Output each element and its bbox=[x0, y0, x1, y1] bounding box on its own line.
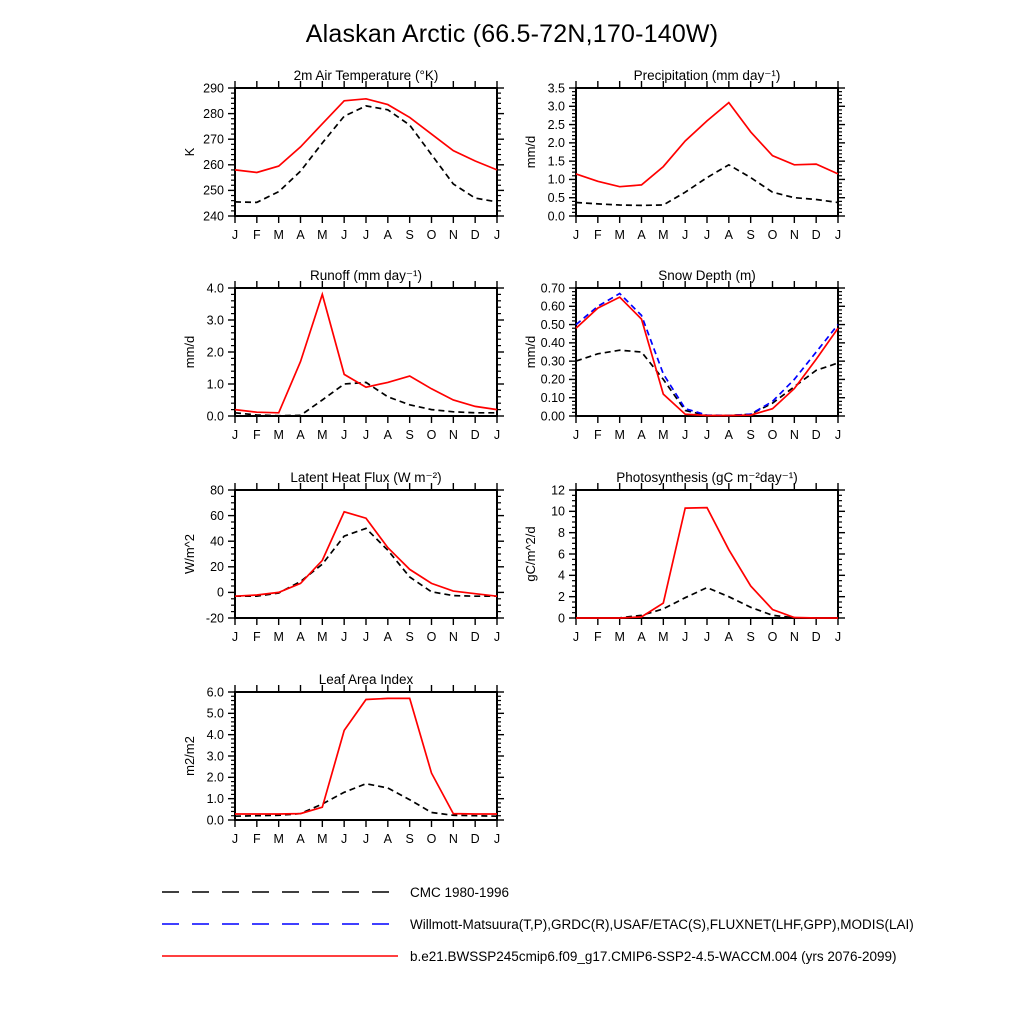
y-axis-unit-label: m2/m2 bbox=[182, 736, 197, 776]
x-tick-label: D bbox=[470, 228, 480, 242]
legend-line-sample-model bbox=[160, 950, 400, 962]
x-tick-label: S bbox=[405, 428, 414, 442]
y-tick-label: 4.0 bbox=[206, 281, 224, 296]
x-tick-label: S bbox=[746, 228, 755, 242]
photosynthesis-chart bbox=[501, 462, 851, 667]
x-tick-label: D bbox=[811, 630, 821, 644]
panel-leaf-area-index bbox=[160, 664, 510, 869]
data-series-line bbox=[576, 294, 838, 416]
x-tick-label: A bbox=[383, 630, 393, 644]
legend-label-cmc: CMC 1980-1996 bbox=[410, 884, 510, 900]
x-tick-label: O bbox=[426, 832, 437, 846]
legend-label-model: b.e21.BWSSP245cmip6.f09_g17.CMIP6-SSP2-4.5-WACCM.004 (yrs 2076-2099) bbox=[410, 948, 897, 964]
x-tick-label: J bbox=[493, 228, 501, 242]
x-tick-label: J bbox=[493, 630, 501, 644]
data-series-line bbox=[576, 508, 838, 618]
y-tick-label: 8 bbox=[558, 525, 565, 540]
y-tick-label: 0.10 bbox=[540, 391, 565, 406]
legend-row-model bbox=[160, 940, 914, 972]
x-tick-label: A bbox=[383, 228, 393, 242]
x-tick-label: J bbox=[682, 428, 689, 442]
x-tick-label: A bbox=[724, 228, 734, 242]
y-tick-label: 0.30 bbox=[540, 354, 565, 369]
y-tick-label: 290 bbox=[203, 81, 224, 96]
x-tick-label: J bbox=[362, 630, 370, 644]
x-tick-label: O bbox=[767, 428, 778, 442]
legend-line-sample-obs-products bbox=[160, 918, 400, 930]
x-tick-label: A bbox=[724, 630, 734, 644]
x-tick-label: N bbox=[448, 228, 458, 242]
x-tick-label: M bbox=[317, 228, 328, 242]
x-tick-label: M bbox=[658, 630, 669, 644]
data-series-line bbox=[235, 106, 497, 202]
data-series-line bbox=[235, 99, 497, 173]
y-tick-label: 250 bbox=[203, 183, 224, 198]
x-tick-label: N bbox=[448, 630, 458, 644]
x-tick-label: D bbox=[470, 832, 480, 846]
x-tick-label: A bbox=[383, 428, 393, 442]
y-tick-label: 2.0 bbox=[547, 136, 565, 151]
y-tick-label: 3.0 bbox=[547, 99, 565, 114]
data-series-line bbox=[235, 528, 497, 596]
y-tick-label: 3.5 bbox=[547, 81, 565, 96]
x-tick-label: J bbox=[341, 428, 348, 442]
y-tick-label: 0.60 bbox=[540, 299, 565, 314]
x-tick-label: D bbox=[811, 228, 821, 242]
x-tick-label: J bbox=[362, 428, 370, 442]
y-axis-unit-label: mm/d bbox=[182, 335, 197, 369]
x-tick-label: J bbox=[682, 630, 689, 644]
y-tick-label: 0.70 bbox=[540, 281, 565, 296]
latent-heat-flux-chart bbox=[160, 462, 510, 667]
y-tick-label: -20 bbox=[205, 611, 224, 626]
panel-title-text: 2m Air Temperature (°K) bbox=[293, 68, 439, 83]
x-tick-label: M bbox=[273, 630, 284, 644]
y-tick-label: 6 bbox=[558, 547, 565, 562]
panel-runoff bbox=[160, 260, 510, 465]
x-tick-label: M bbox=[658, 428, 669, 442]
panel-title-text: Photosynthesis (gC m⁻²day⁻¹) bbox=[616, 470, 798, 485]
x-tick-label: J bbox=[703, 428, 711, 442]
x-tick-label: J bbox=[572, 228, 580, 242]
data-series-line bbox=[576, 588, 838, 618]
y-tick-label: 0.0 bbox=[547, 209, 565, 224]
x-tick-label: F bbox=[594, 228, 602, 242]
y-tick-label: 1.0 bbox=[206, 791, 224, 806]
x-tick-label: S bbox=[746, 428, 755, 442]
panel-title-text: Snow Depth (m) bbox=[658, 268, 756, 283]
x-tick-label: J bbox=[834, 630, 842, 644]
panel-title-text: Latent Heat Flux (W m⁻²) bbox=[290, 470, 442, 485]
x-tick-label: M bbox=[614, 228, 625, 242]
x-tick-label: J bbox=[341, 630, 348, 644]
x-tick-label: O bbox=[767, 630, 778, 644]
x-tick-label: M bbox=[317, 832, 328, 846]
x-tick-label: M bbox=[317, 630, 328, 644]
y-tick-label: 10 bbox=[551, 504, 565, 519]
x-tick-label: J bbox=[231, 630, 239, 644]
x-tick-label: J bbox=[703, 228, 711, 242]
runoff-chart bbox=[160, 260, 510, 465]
x-tick-label: S bbox=[746, 630, 755, 644]
y-tick-label: 4 bbox=[558, 568, 565, 583]
y-tick-label: 260 bbox=[203, 158, 224, 173]
x-tick-label: F bbox=[253, 228, 261, 242]
x-tick-label: J bbox=[682, 228, 689, 242]
y-tick-label: 1.0 bbox=[547, 172, 565, 187]
x-tick-label: N bbox=[448, 428, 458, 442]
plot-frame bbox=[235, 288, 497, 416]
figure-title: Alaskan Arctic (66.5-72N,170-140W) bbox=[305, 20, 719, 48]
y-axis-unit-label: mm/d bbox=[523, 335, 538, 369]
panel-air-temperature bbox=[160, 60, 510, 265]
y-tick-label: 0.50 bbox=[540, 317, 565, 332]
legend bbox=[160, 876, 914, 972]
y-tick-label: 2.0 bbox=[206, 770, 224, 785]
y-tick-label: 80 bbox=[210, 483, 224, 498]
x-tick-label: N bbox=[448, 832, 458, 846]
panel-precipitation bbox=[501, 60, 851, 265]
x-tick-label: N bbox=[789, 630, 799, 644]
x-tick-label: A bbox=[637, 428, 646, 442]
y-axis-unit-label: mm/d bbox=[523, 135, 538, 169]
x-tick-label: J bbox=[834, 428, 842, 442]
air-temperature-chart bbox=[160, 60, 510, 265]
y-tick-label: 40 bbox=[210, 534, 224, 549]
y-tick-label: 0.00 bbox=[540, 409, 565, 424]
y-tick-label: 0.20 bbox=[540, 372, 565, 387]
y-tick-label: 20 bbox=[210, 560, 224, 575]
leaf-area-index-chart bbox=[160, 664, 510, 869]
y-tick-label: 270 bbox=[203, 132, 224, 147]
y-axis-unit-label: W/m^2 bbox=[182, 533, 197, 575]
x-tick-label: D bbox=[811, 428, 821, 442]
x-tick-label: N bbox=[789, 428, 799, 442]
x-tick-label: M bbox=[273, 832, 284, 846]
x-tick-label: J bbox=[341, 228, 348, 242]
y-tick-label: 3.0 bbox=[206, 749, 224, 764]
y-tick-label: 0 bbox=[558, 611, 565, 626]
legend-line-sample-cmc bbox=[160, 886, 400, 898]
x-tick-label: F bbox=[253, 832, 261, 846]
x-tick-label: M bbox=[317, 428, 328, 442]
y-tick-label: 5.0 bbox=[206, 706, 224, 721]
legend-row-cmc bbox=[160, 876, 914, 908]
x-tick-label: A bbox=[637, 228, 646, 242]
x-tick-label: O bbox=[426, 630, 437, 644]
y-tick-label: 2.5 bbox=[547, 117, 565, 132]
y-tick-label: 280 bbox=[203, 106, 224, 121]
x-tick-label: M bbox=[614, 428, 625, 442]
plot-frame bbox=[235, 692, 497, 820]
x-tick-label: J bbox=[572, 630, 580, 644]
x-tick-label: S bbox=[405, 832, 414, 846]
x-tick-label: S bbox=[405, 228, 414, 242]
data-series-line bbox=[235, 698, 497, 814]
y-tick-label: 0.0 bbox=[206, 409, 224, 424]
x-tick-label: J bbox=[362, 228, 370, 242]
x-tick-label: A bbox=[296, 832, 305, 846]
x-tick-label: M bbox=[658, 228, 669, 242]
x-tick-label: A bbox=[296, 630, 305, 644]
legend-row-obs-products bbox=[160, 908, 914, 940]
x-tick-label: S bbox=[405, 630, 414, 644]
x-tick-label: N bbox=[789, 228, 799, 242]
x-tick-label: M bbox=[273, 228, 284, 242]
y-tick-label: 0.0 bbox=[206, 813, 224, 828]
panel-photosynthesis bbox=[501, 462, 851, 667]
y-tick-label: 0.5 bbox=[547, 191, 565, 206]
y-axis-unit-label: K bbox=[182, 147, 197, 157]
y-tick-label: 6.0 bbox=[206, 685, 224, 700]
y-tick-label: 3.0 bbox=[206, 313, 224, 328]
y-tick-label: 1.5 bbox=[547, 154, 565, 169]
y-tick-label: 0 bbox=[217, 585, 224, 600]
x-tick-label: D bbox=[470, 428, 480, 442]
y-tick-label: 2.0 bbox=[206, 345, 224, 360]
x-tick-label: J bbox=[703, 630, 711, 644]
x-tick-label: D bbox=[470, 630, 480, 644]
x-tick-label: F bbox=[594, 630, 602, 644]
x-tick-label: M bbox=[614, 630, 625, 644]
panel-snow-depth bbox=[501, 260, 851, 465]
data-series-line bbox=[576, 297, 838, 415]
x-tick-label: J bbox=[493, 832, 501, 846]
plot-frame bbox=[235, 490, 497, 618]
x-tick-label: F bbox=[594, 428, 602, 442]
x-tick-label: M bbox=[273, 428, 284, 442]
x-tick-label: F bbox=[253, 630, 261, 644]
data-series-line bbox=[235, 512, 497, 596]
panel-latent-heat-flux bbox=[160, 462, 510, 667]
x-tick-label: J bbox=[362, 832, 370, 846]
x-tick-label: O bbox=[767, 228, 778, 242]
y-axis-unit-label: gC/m^2/d bbox=[523, 526, 538, 582]
legend-label-obs-products: Willmott-Matsuura(T,P),GRDC(R),USAF/ETAC(S),FLUXNET(LHF,GPP),MODIS(LAI) bbox=[410, 916, 914, 932]
x-tick-label: J bbox=[231, 832, 239, 846]
plot-frame bbox=[576, 288, 838, 416]
y-tick-label: 60 bbox=[210, 508, 224, 523]
y-tick-label: 1.0 bbox=[206, 377, 224, 392]
x-tick-label: A bbox=[724, 428, 734, 442]
x-tick-label: A bbox=[637, 630, 646, 644]
y-tick-label: 12 bbox=[551, 483, 565, 498]
data-series-line bbox=[235, 784, 497, 817]
plot-frame bbox=[576, 88, 838, 216]
data-series-line bbox=[235, 294, 497, 412]
x-tick-label: J bbox=[572, 428, 580, 442]
panel-title-text: Runoff (mm day⁻¹) bbox=[310, 268, 422, 283]
x-tick-label: J bbox=[231, 228, 239, 242]
x-tick-label: J bbox=[341, 832, 348, 846]
y-tick-label: 0.40 bbox=[540, 336, 565, 351]
x-tick-label: J bbox=[231, 428, 239, 442]
x-tick-label: A bbox=[296, 228, 305, 242]
precipitation-chart bbox=[501, 60, 851, 265]
x-tick-label: J bbox=[834, 228, 842, 242]
x-tick-label: A bbox=[383, 832, 393, 846]
y-tick-label: 240 bbox=[203, 209, 224, 224]
y-tick-label: 4.0 bbox=[206, 727, 224, 742]
panel-title-text: Precipitation (mm day⁻¹) bbox=[633, 68, 781, 83]
data-series-line bbox=[576, 103, 838, 187]
x-tick-label: J bbox=[493, 428, 501, 442]
y-tick-label: 2 bbox=[558, 589, 565, 604]
x-tick-label: O bbox=[426, 428, 437, 442]
x-tick-label: F bbox=[253, 428, 261, 442]
snow-depth-chart bbox=[501, 260, 851, 465]
panel-title-text: Leaf Area Index bbox=[318, 672, 414, 687]
x-tick-label: O bbox=[426, 228, 437, 242]
x-tick-label: A bbox=[296, 428, 305, 442]
